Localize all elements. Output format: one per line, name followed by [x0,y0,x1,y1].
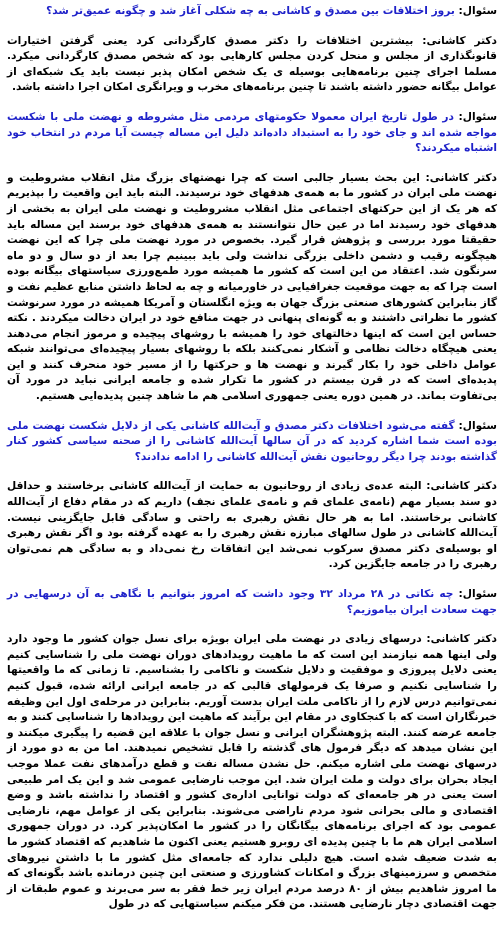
question-text: چه نکاتی در ۲۸ مرداد ۳۲ وجود داشت که امروز بتوانیم با نگاهی به آن درسهایی در جهت سعادت ایران بیاموزیم؟ [7,588,497,616]
qa-block-3 [7,419,497,573]
speaker-label: دکتر کاشانی: [426,480,497,493]
qa-block-4 [7,587,497,913]
question-label: سئوال: [458,110,497,123]
answer-3 [7,479,497,573]
answer-text: این بحث بسیار جالبی است که چرا نهضتهای بزرگ مثل انقلاب مشروطیت و نهضت ملی ایران در کشور ما به همه‌ی هدفهای خود نرسیدند. البته باید این واقعیت را بپذیریم که هر یک از این حرکتهای اجتماعی مثل انقلاب مشروطیت و نهضت ملی ایران به بخشی از هدفهای خود رسیدند اما در عین حال نتوانستند به همه‌ی هدفهای خود برسند این مساله باید حقیقتا مورد بررسی و پژوهش قرار گیرد. بخصوص در مورد نهضت ملی چرا که این نهضت هیچگونه رقیب و دشمن داخلی بزرگی نداشت ولی باید ببینیم چرا بعد از دو سال و دو ماه سرنگون شد. اعتقاد من این است که کشور ما همیشه مورد طمع‌ورزی سیاستهای بیگانه بوده است چرا که به جهت موقعیت جغرافیایی در خاورمیانه و چه به لحاظ داشتن منابع عظیم نفت و گاز بنابراین کشورهای صنعتی بزرگ جهان به ویژه انگلستان و آمریکا همیشه در مورد سرنوشت کشور ما نظراتی داشتند و به گونه‌ای پنهانی در جهت منافع خود در ایران دخالت میکردند . نکته حساس این است که اینها دخالتهای خود را همیشه با روشهای پیچیده و مرموز انجام می‌دهند یعنی هیچگاه دخالت نظامی و آشکار نمی‌کنند بلکه با روشهای بسیار پیچیده‌ای می‌توانند شبکه عوامل داخلی خود را بکار گیرند و نهضت ها و حرکتها را از مسیر خود منحرف کنند و این پدیده‌ای است که در قرن بیستم در کشور ما تکرار شده و جامعه ایرانی نباید در مورد آن بی‌تفاوت بماند. در همین دوره یعنی جمهوری اسلامی هم ما شاهد چنین پدیده‌ایی هستیم. [7,171,497,403]
speaker-label: دکتر کاشانی: [425,171,497,184]
question-text: در طول تاریخ ایران معمولا حکومتهای مردمی مثل مشروطه و نهضت ملی با شکست مواجه شده اند و جای خود را به استبداد داده‌اند دلیل این مساله چیست آیا مردم در انتخاب خود اشتباه میکردند؟ [7,110,497,155]
question-3 [7,419,497,466]
answer-text: بیشترین اختلافات را دکتر مصدق کارگردانی کرد یعنی گرفتن اختیارات قانونگذاری از مجلس و منحل کردن مجلس کارهایی بود که شخص مصدق کارگردانی میکرد. مسلما اجرای چنین برنامه‌هایی بوسیله ی یک شخص امکان پذیر نیست باید یک شبکه‌ای از عوامل بیگانه حضور داشته باشند تا چنین برنامه‌های مخرب و ویرانگری امکان اجرا داشته باشد. [7,34,497,94]
answer-1 [7,34,497,96]
speaker-label: دکتر کاشانی: [426,633,497,646]
question-label: سئوال: [458,588,497,600]
question-label: سئوال: [458,419,497,432]
qa-block-1 [7,4,497,96]
answer-text: درسهای زیادی در نهضت ملی ایران بویژه برای نسل جوان کشور ما وجود دارد ولی اینها همه نیازمند این است که ما ماهیت رویدادهای دوران نهضت ملی را شناسایی کنیم یعنی دلایل پیروزی و موفقیت و دلایل شکست و ناکامی را بشناسیم. تا زمانی که ما واقعیتها را شناسایی نکنیم و صرفا یک فرمولهای قالبی که در جامعه ایرانی ارائه شده، قبول کنیم نمی‌توانیم درس لازم را از ناکامی ملت ایران بدست آوریم. بنابراین در مرحله‌ی اول این وظیفه خبرنگاران است که با کنجکاوی در مقام این برآیند که ماهیت این رویدادها را شناسایی کنند و به جامعه عرضه کنند. البته پژوهشگران ایرانی و نسل جوان با علاقه این قضیه را پیگیری میکنند و این نشان میدهد که دیگر فرمول های گذشته را قابل تشخیص نمیدهند. اما من به دو مورد از درسهای نهضت ملی اشاره میکنم. حل نشدن مساله نفت و قطع درآمدهای نفت عملا موجب ایجاد بحران برای دولت و ملت ایران شد. این موجب نارضایی عمومی شد و این یک امر طبیعی است یعنی در هر جامعه‌ای که دولت توانایی اداره‌ی کشور و اقتصاد را نداشته باشد و وضع اقتصادی و مالی بحرانی شود مردم ناراضی می‌شوند. بنابراین یکی از عوامل مهم، نارضایی عمومی بود که اجرای برنامه‌های بیگانگان را در کشور ما امکان‌پذیر کرد. در دوران جمهوری اسلامی ایران هم ما با چنین پدیده ای روبرو هستیم یعنی اکنون ما شاهدیم که اقتصاد کشور ما به شدت ضعیف شده است. هیچ دلیلی ندارد که جامعه‌ای مثل کشور ما با داشتن نیروهای متخصص و سرزمینهای بزرگ و امکانات کشاورزی و صنعتی این چنین درمانده باشد بگونه‌ای که ما امروز شاهدیم بیش از ۸۰ درصد مردم ایران زیر خط فقر به سر می‌برند و عموم طبقات از جهت اقتصادی دچار نارضایی هستند. من فکر میکنم سیاستهایی که در طول [7,633,497,911]
answer-text: البته عده‌ی زیادی از روحانیون به حمایت از آیت‌الله کاشانی برخاستند و حداقل دو سند بسیار مهم (نامه‌ی علمای قم و نامه‌ی علمای نجف) داریم که در مقام دفاع از آیت‌الله کاشانی برخاستند. اما به هر حال نقش رهبری به راحتی و سادگی قابل جایگزینی نیست. آیت‌الله کاشانی در طول سالهای مبارزه نقش رهبری را به عهده گرفته بود و اگر نقش رهبری او بوسیله‌ی دکتر مصدق سرکوب نمی‌شد این اتفاقات رخ نمی‌داد و به سادگی هم نمی‌توان رهبری را در جامعه جایگزین کرد. [7,480,497,571]
qa-block-2 [7,110,497,405]
question-4 [7,587,497,618]
speaker-label: دکتر کاشانی: [422,34,497,47]
question-text: گفته می‌شود اختلافات دکتر مصدق و آیت‌الله کاشانی یکی از دلایل شکست نهضت ملی بوده است شما اشاره کردید که در آن سالها آیت‌الله کاشانی را از صحنه سیاسی کشور کنار گذاشته بودند چرا دیگر روحانیون نقش آیت‌الله کاشانی را ادامه ندادند؟ [7,419,497,463]
question-label: سئوال: [458,5,497,17]
question-text: بروز اختلافات بین مصدق و کاشانی به چه شکلی آغاز شد و چگونه عمیق‌تر شد؟ [46,5,455,17]
question-2 [7,110,497,157]
question-1 [7,4,497,20]
answer-2 [7,171,497,405]
answer-4 [7,632,497,913]
